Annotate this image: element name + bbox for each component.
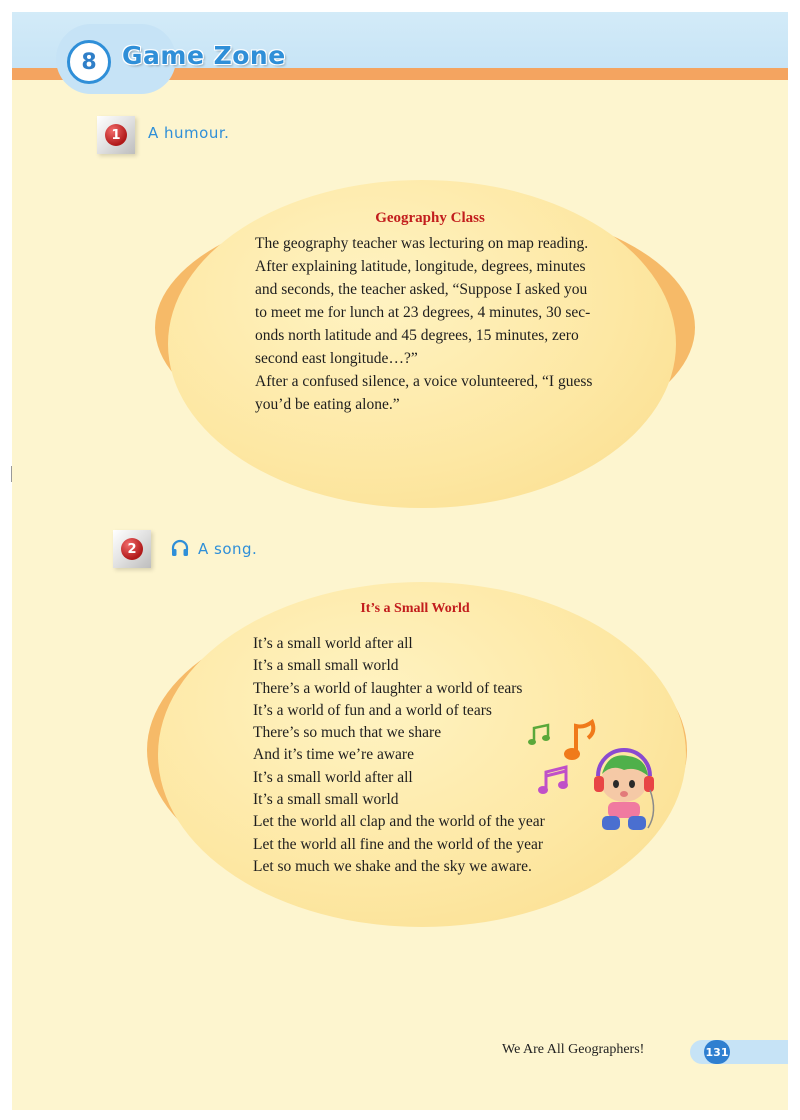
- lyric-line: It’s a small world after all: [253, 768, 413, 786]
- chapter-number: 8: [67, 40, 111, 84]
- section-number-badge-2: [113, 530, 151, 568]
- lyric-line: Let the world all clap and the world of the year: [253, 813, 545, 831]
- humour-line: The geography teacher was lecturing on map reading.: [255, 235, 589, 252]
- humour-line: second east longitude…?”: [255, 350, 418, 367]
- lyric-line: It’s a small small world: [253, 791, 399, 809]
- humour-card-title: Geography Class: [375, 210, 485, 226]
- page-title: Game Zone: [122, 41, 286, 70]
- humour-line: onds north latitude and 45 degrees, 15 minutes, zero: [255, 327, 579, 344]
- music-note-icon: [536, 764, 572, 798]
- page-number: 131: [704, 1040, 730, 1064]
- humour-line: to meet me for lunch at 23 degrees, 4 minutes, 30 sec-: [255, 304, 591, 321]
- lyric-line: There’s so much that we share: [253, 724, 442, 742]
- footer-book-title: We Are All Geographers!: [502, 1042, 645, 1057]
- lyric-line: It’s a small small world: [253, 657, 399, 675]
- section-number-badge-1: [97, 116, 135, 154]
- headphones-icon: [170, 538, 190, 558]
- section-label-humour: A humour.: [148, 124, 230, 142]
- humour-line: After a confused silence, a voice volunteered, “I guess: [255, 373, 593, 390]
- lyric-line: Let so much we shake and the sky we aware.: [253, 857, 532, 875]
- lyric-line: It’s a world of fun and a world of tears: [253, 701, 492, 719]
- divider: [11, 466, 12, 482]
- lyric-line: It’s a small world after all: [253, 635, 413, 652]
- song-lyrics: [253, 633, 545, 878]
- section-number: 1: [105, 124, 127, 146]
- section-label-song: A song.: [198, 540, 258, 558]
- section-number: 2: [121, 538, 143, 560]
- lyric-line: Let the world all fine and the world of the year: [253, 835, 544, 853]
- lyric-line: And it’s time we’re aware: [253, 746, 414, 764]
- humour-line: you’d be eating alone.”: [255, 396, 400, 413]
- humour-line: and seconds, the teacher asked, “Suppose I asked you: [255, 281, 588, 298]
- music-note-icon: [526, 722, 552, 748]
- humour-text: [255, 232, 592, 416]
- lyric-line: There’s a world of laughter a world of tears: [253, 679, 523, 697]
- child-with-headphones-illustration: [588, 742, 660, 834]
- song-card-title: It’s a Small World: [360, 601, 470, 616]
- humour-line: After explaining latitude, longitude, degrees, minutes: [255, 258, 586, 275]
